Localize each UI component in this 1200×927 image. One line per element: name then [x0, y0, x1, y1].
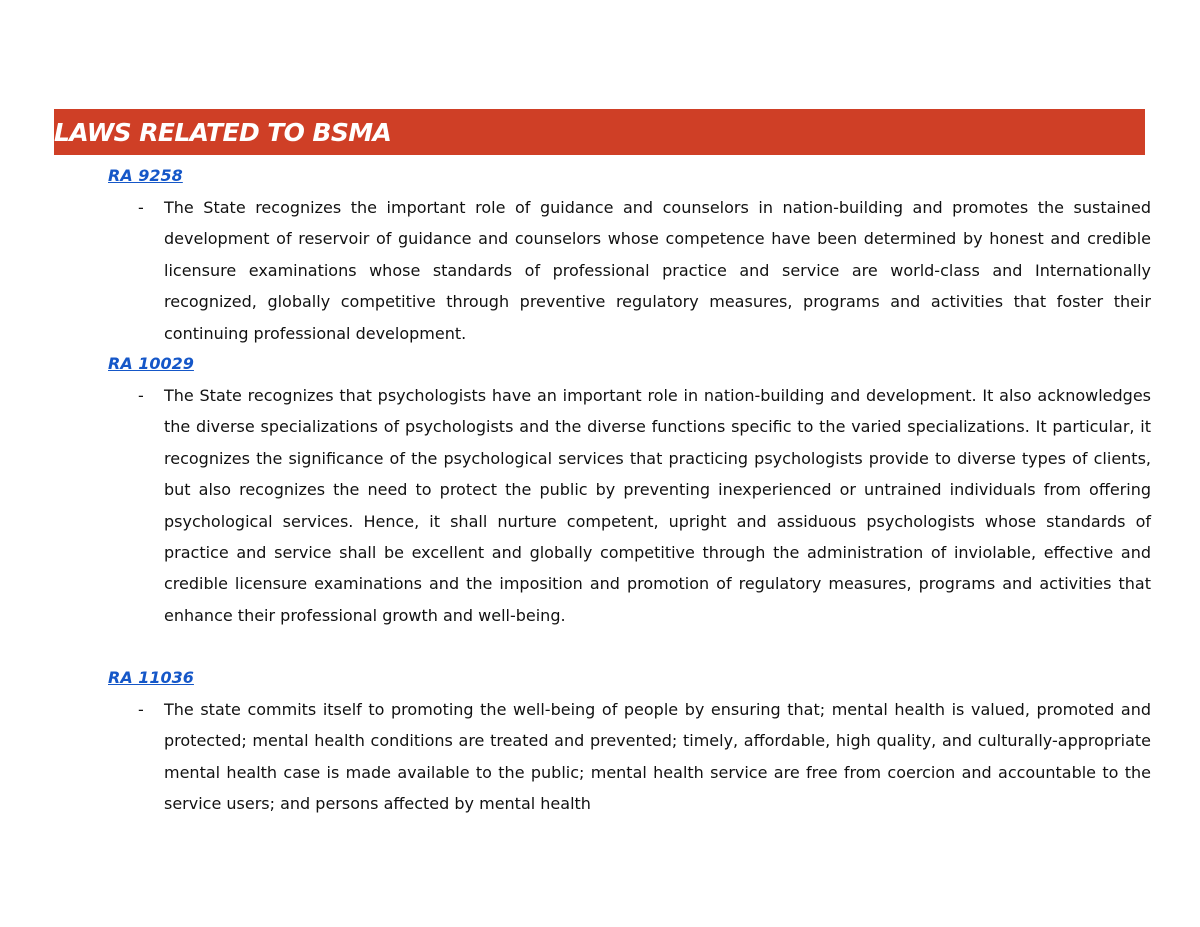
law-link-ra-9258[interactable]: RA 9258 [108, 166, 183, 185]
law-description: The State recognizes the important role of guidance and counselors in nation-building and promotes the sustained development of reservoir of guidance and counselors whose competence have been determined by honest and credible licensure examinations whose standards of professional practice and service are world-class and Internationally recognized, globally competitive through preventive regulatory measures, programs and activities that foster their continuing professional development. [164, 198, 1151, 343]
law-link-ra-11036[interactable]: RA 11036 [108, 668, 194, 687]
section-title: LAWS RELATED TO BSMA [54, 118, 392, 147]
bullet-dash: - [138, 386, 144, 405]
law-link-ra-10029[interactable]: RA 10029 [108, 354, 194, 373]
law-description: The state commits itself to promoting the well-being of people by ensuring that; mental health is valued, promoted and protected; mental health conditions are treated and prevented; timely, affordable, high quality, and culturally-appropriate mental health case is made available to the public; mental health service are free from coercion and accountable to the service users; and persons affected by mental health [164, 700, 1151, 814]
bullet-dash: - [138, 700, 144, 719]
law-description: The State recognizes that psychologists have an important role in nation-building and development. It also acknowledges the diverse specializations of psychologists and the diverse functions specific to the varied specializations. It particular, it recognizes the significance of the psychological services that practicing psychologists provide to diverse types of clients, but also recognizes the need to protect the public by preventing inexperienced or untrained individuals from offering psychological services. Hence, it shall nurture competent, upright and assiduous psychologists whose standards of practice and service shall be excellent and globally competitive through the administration of inviolable, effective and credible licensure examinations and the imposition and promotion of regulatory measures, programs and activities that enhance their professional growth and well-being. [164, 386, 1151, 625]
bullet-dash: - [138, 198, 144, 217]
